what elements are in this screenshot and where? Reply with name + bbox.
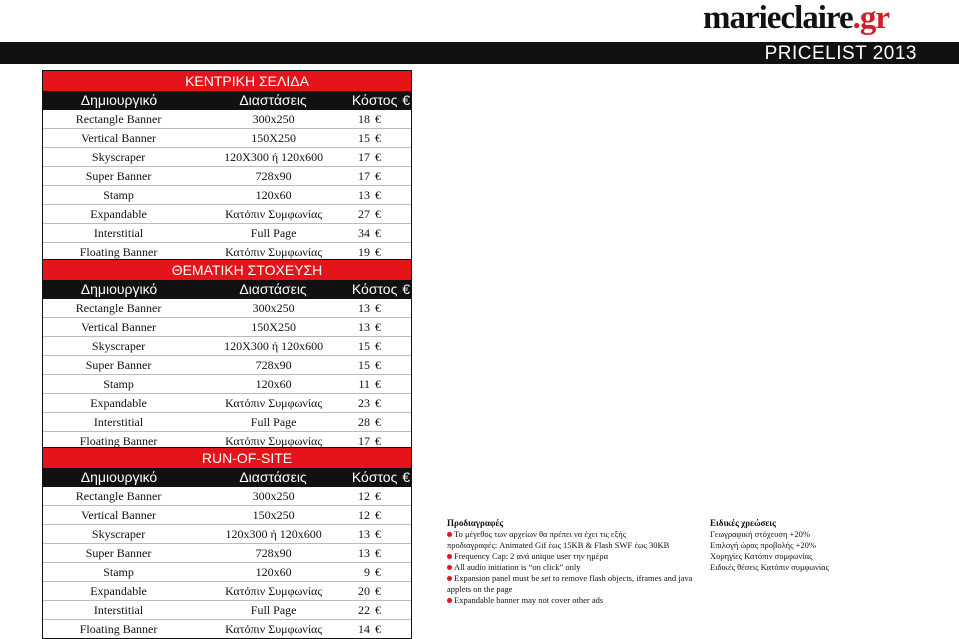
- creative-cell: Floating Banner: [79, 245, 158, 259]
- special-charge-line: Γεωγραφική στόχευση +20%: [710, 529, 810, 539]
- cost-cell: 17 €: [358, 169, 381, 183]
- cost-cell: 22 €: [358, 603, 381, 617]
- table-row: [43, 374, 411, 393]
- dimensions-cell: 120x300 ή 120x600: [225, 527, 322, 541]
- specs-title: Προδιαγραφές: [447, 518, 504, 528]
- dimensions-cell: 150X250: [251, 320, 296, 334]
- dimensions-column-header: Διαστάσεις: [239, 281, 307, 297]
- marieclaire-logo[interactable]: [703, 0, 889, 36]
- dimensions-cell: Κατόπιν Συμφωνίας: [225, 434, 323, 448]
- dimensions-cell: Κατόπιν Συμφωνίας: [225, 584, 323, 598]
- price-table-title: ΘΕΜΑΤΙΚΗ ΣΤΟΧΕΥΣΗ: [43, 260, 411, 280]
- cost-cell: 12 €: [358, 508, 381, 522]
- creative-cell: Vertical Banner: [81, 320, 157, 334]
- pricelist-title: PRICELIST 2013: [764, 43, 917, 64]
- creative-cell: Stamp: [103, 565, 134, 579]
- cost-cell: 15 €: [358, 339, 381, 353]
- creative-cell: Expandable: [90, 207, 147, 221]
- dimensions-cell: Κατόπιν Συμφωνίας: [225, 245, 323, 259]
- creative-cell: Rectangle Banner: [75, 489, 162, 503]
- dimensions-cell: 120X300 ή 120x600: [224, 339, 324, 353]
- price-table: [42, 447, 412, 639]
- special-charges-title: Ειδικές χρεώσεις: [710, 518, 776, 528]
- spec-item: Το μέγεθος των αρχείων θα πρέπει να έχει τις εξής: [447, 529, 707, 540]
- creative-column-header: Δημιουργικό: [80, 92, 158, 108]
- creative-cell: Floating Banner: [79, 434, 158, 448]
- table-row: [43, 581, 411, 600]
- cost-cell: 27 €: [358, 207, 381, 221]
- bullet-icon: [447, 554, 452, 559]
- cost-cell: 14 €: [358, 622, 381, 636]
- dimensions-cell: 150x250: [252, 508, 295, 522]
- creative-cell: Super Banner: [85, 169, 152, 183]
- table-row: [43, 600, 411, 619]
- logo-tld-text: .gr: [852, 0, 890, 36]
- dimensions-cell: 300x250: [252, 112, 295, 126]
- cost-column-header: Κόστος €: [351, 92, 411, 108]
- cost-cell: 12 €: [358, 489, 381, 503]
- price-table-title: RUN-OF-SITE: [43, 448, 411, 468]
- cost-column-header: Κόστος €: [351, 469, 411, 485]
- dimensions-cell: 120X300 ή 120x600: [224, 150, 324, 164]
- creative-cell: Expandable: [90, 584, 147, 598]
- creative-cell: Interstitial: [93, 415, 144, 429]
- cost-cell: 23 €: [358, 396, 381, 410]
- special-charge-line: Επιλογή ώρας προβολής +20%: [710, 540, 816, 550]
- table-row: [43, 128, 411, 147]
- table-row: [43, 543, 411, 562]
- dimensions-cell: 120x60: [255, 565, 292, 579]
- spec-item: Frequency Cap: 2 ανά unique user την ημέρα: [447, 551, 707, 562]
- creative-cell: Super Banner: [85, 546, 152, 560]
- cost-cell: 15 €: [358, 131, 381, 145]
- dimensions-cell: Full Page: [250, 603, 297, 617]
- creative-cell: Vertical Banner: [81, 131, 157, 145]
- price-table: [42, 70, 412, 262]
- spec-item: All audio initiation is “on click” only: [447, 562, 707, 573]
- dimensions-cell: 300x250: [252, 301, 295, 315]
- cost-cell: 17 €: [358, 150, 381, 164]
- special-charges: [710, 518, 910, 573]
- creative-cell: Rectangle Banner: [75, 301, 162, 315]
- price-table-header: [43, 468, 411, 487]
- bullet-icon: [447, 532, 452, 537]
- price-table-title: ΚΕΝΤΡΙΚΗ ΣΕΛΙΔΑ: [43, 71, 411, 91]
- spec-item: Expansion panel must be set to remove flash objects, iframes and java: [447, 573, 707, 584]
- creative-cell: Skyscraper: [91, 339, 146, 353]
- table-row: [43, 166, 411, 185]
- table-row: [43, 147, 411, 166]
- cost-cell: 20 €: [358, 584, 381, 598]
- dimensions-cell: Κατόπιν Συμφωνίας: [225, 396, 323, 410]
- dimensions-cell: Κατόπιν Συμφωνίας: [225, 622, 323, 636]
- creative-cell: Super Banner: [85, 358, 152, 372]
- bullet-icon: [447, 565, 452, 570]
- cost-cell: 13 €: [358, 546, 381, 560]
- cost-cell: 19 €: [358, 245, 381, 259]
- dimensions-cell: 150X250: [251, 131, 296, 145]
- table-row: [43, 524, 411, 543]
- dimensions-cell: Κατόπιν Συμφωνίας: [225, 207, 323, 221]
- creative-cell: Floating Banner: [79, 622, 158, 636]
- table-row: [43, 185, 411, 204]
- cost-cell: 13 €: [358, 301, 381, 315]
- cost-cell: 13 €: [358, 527, 381, 541]
- cost-cell: 15 €: [358, 358, 381, 372]
- table-row: [43, 204, 411, 223]
- cost-cell: 13 €: [358, 188, 381, 202]
- price-table-header: [43, 91, 411, 110]
- dimensions-cell: Full Page: [250, 415, 297, 429]
- specifications: [447, 518, 707, 606]
- creative-cell: Stamp: [103, 188, 134, 202]
- creative-cell: Vertical Banner: [81, 508, 157, 522]
- table-row: [43, 317, 411, 336]
- creative-column-header: Δημιουργικό: [80, 469, 158, 485]
- price-table-header: [43, 280, 411, 299]
- table-row: [43, 110, 411, 128]
- dimensions-cell: 728x90: [255, 169, 292, 183]
- table-row: [43, 223, 411, 242]
- spec-item: Expandable banner may not cover other ads: [447, 595, 707, 606]
- creative-cell: Interstitial: [93, 603, 144, 617]
- bullet-icon: [447, 576, 452, 581]
- cost-cell: 11 €: [358, 377, 381, 391]
- cost-cell: 34 €: [358, 226, 381, 240]
- cost-cell: 9 €: [364, 565, 381, 579]
- dimensions-column-header: Διαστάσεις: [239, 469, 307, 485]
- dimensions-cell: 728x90: [255, 546, 292, 560]
- cost-cell: 17 €: [358, 434, 381, 448]
- creative-column-header: Δημιουργικό: [80, 281, 158, 297]
- spec-item-continued: προδιαγραφές: Animated Gif έως 15KB & Flash SWF έως 30KB: [447, 540, 670, 550]
- creative-cell: Expandable: [90, 396, 147, 410]
- table-row: [43, 393, 411, 412]
- table-row: [43, 412, 411, 431]
- table-row: [43, 562, 411, 581]
- dimensions-column-header: Διαστάσεις: [239, 92, 307, 108]
- logo-main-text: marieclaire: [703, 0, 853, 36]
- dimensions-cell: 120x60: [255, 377, 292, 391]
- cost-cell: 28 €: [358, 415, 381, 429]
- cost-column-header: Κόστος €: [351, 281, 411, 297]
- creative-cell: Skyscraper: [91, 150, 146, 164]
- special-charge-line: Χορηγίες Κατόπιν συμφωνίας: [710, 551, 813, 561]
- dimensions-cell: 728x90: [255, 358, 292, 372]
- creative-cell: Rectangle Banner: [75, 112, 162, 126]
- spec-item-continued: applets on the page: [447, 584, 513, 594]
- price-table: [42, 259, 412, 451]
- bullet-icon: [447, 598, 452, 603]
- special-charge-line: Ειδικές θέσεις Κατόπιν συμφωνίας: [710, 562, 829, 572]
- creative-cell: Interstitial: [93, 226, 144, 240]
- cost-cell: 18 €: [358, 112, 381, 126]
- table-row: [43, 487, 411, 505]
- table-row: [43, 299, 411, 317]
- table-row: [43, 355, 411, 374]
- dimensions-cell: Full Page: [250, 226, 297, 240]
- creative-cell: Skyscraper: [91, 527, 146, 541]
- table-row: [43, 336, 411, 355]
- dimensions-cell: 300x250: [252, 489, 295, 503]
- creative-cell: Stamp: [103, 377, 134, 391]
- dimensions-cell: 120x60: [255, 188, 292, 202]
- table-row: [43, 505, 411, 524]
- cost-cell: 13 €: [358, 320, 381, 334]
